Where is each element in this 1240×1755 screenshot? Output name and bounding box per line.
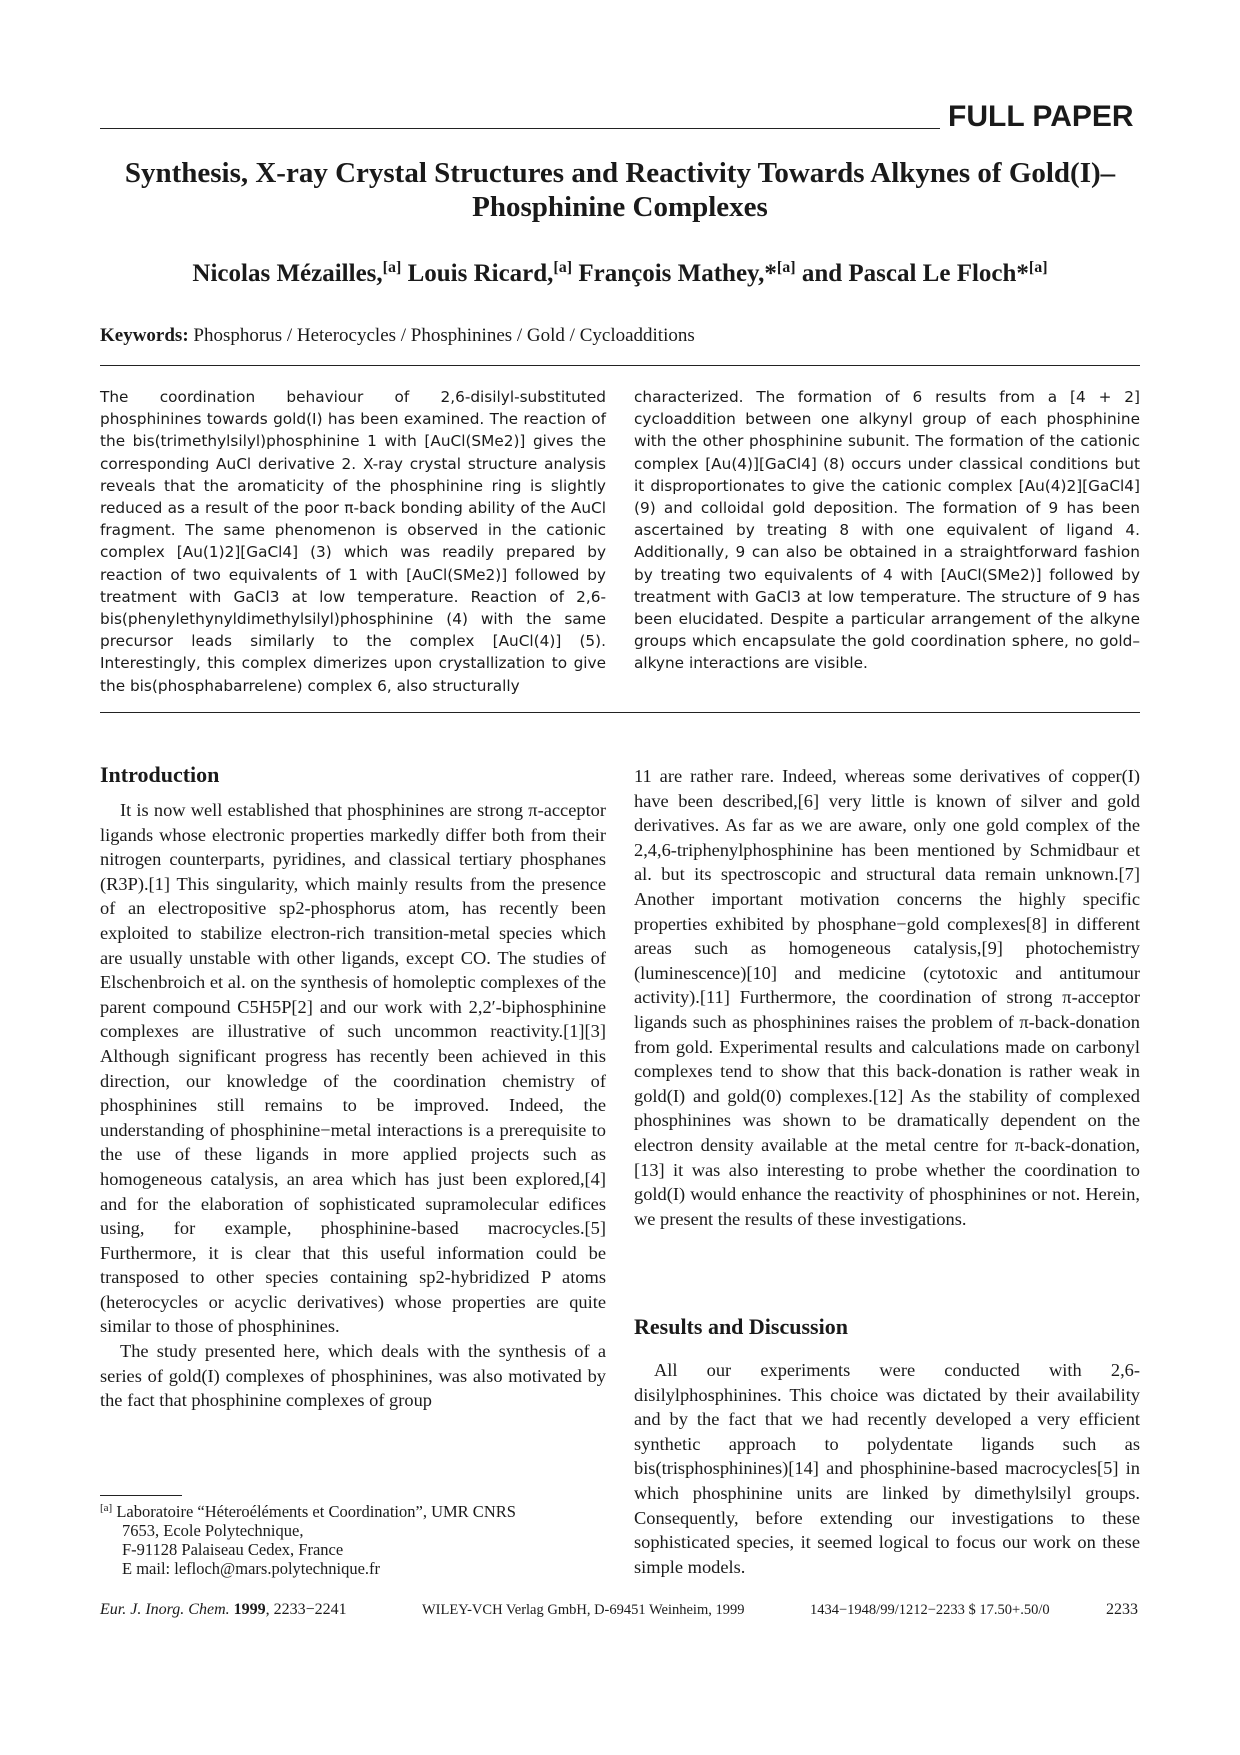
results-paragraph-1: All our experiments were conducted with 2,6-disilylphosphinines. This choice was dictated by their availability and by the fact that we had recently developed a very efficient synthetic approach to polydentate ligands such as bis(trisphosphinines)[14] and phosphinine-based macrocycles[5] in which phosphinine units are linked by dimethylsilyl groups. Consequently, before extending our investigations to these sophisticated species, it seemed logical to focus our work on these simple models. [634,1360,1140,1577]
paper-title: Synthesis, X-ray Crystal Structures and Reactivity Towards Alkynes of Gold(I)–Phosphinine Complexes [124,157,1116,223]
author-name: François Mathey,* [578,260,777,287]
footer-issn: 1434−1948/99/1212−2233 $ 17.50+.50/0 [810,1602,1050,1618]
abstract-right-column: characterized. The formation of 6 results from a [4 + 2] cycloaddition between one alkynyl group of each phosphinine with the other phosphinine subunit. The formation of the cationic complex [Au(4)][GaCl4] (8) occurs under classical conditions but it disproportionates to give the cationic complex [Au(4)2][GaCl4] (9) and colloidal gold deposition. The formation of 9 has been ascertained by treating 8 with one equivalent of ligand 4. Additionally, 9 can also be obtained in a straightforward fashion by treating two equivalents of 4 with [AuCl(SMe2)] followed by treatment with GaCl3 at low temperature. The structure of 9 has been elucidated. Despite a particular arrangement of the alkyne groups which encapsulate the gold coordination sphere, no gold–alkyne interactions are visible. [634,388,1140,673]
introduction-left-column [100,798,606,1413]
footnote-line: E mail: lefloch@mars.polytechnique.fr [122,1559,381,1578]
header-rule [100,128,940,129]
keywords [100,324,1140,348]
section-label: FULL PAPER [948,100,1134,133]
abstract-bottom-rule [100,712,1140,713]
author-affiliation-mark: [a] [1028,259,1048,276]
introduction-right-column [634,764,1140,1231]
author-name: Louis Ricard, [407,260,554,287]
footer-page-number: 2233 [1106,1601,1138,1618]
footnote-line: 7653, Ecole Polytechnique, [122,1521,304,1540]
introduction-paragraph-2: The study presented here, which deals with the synthesis of a series of gold(I) complexes of phosphinines, was also motivated by the fact that phosphinine complexes of group [100,1341,606,1411]
footer-citation [100,1600,347,1620]
results-heading: Results and Discussion [634,1314,848,1339]
affiliation-footnote [100,1502,606,1578]
introduction-heading: Introduction [100,762,220,787]
author-list [120,258,1120,290]
footnote-line: F-91128 Palaiseau Cedex, France [122,1540,344,1559]
introduction-paragraph-3: 11 are rather rare. Indeed, whereas some derivatives of copper(I) have been described,[6] very little is known of silver and gold derivatives. As far as we are aware, only one gold complex of the 2,4,6-triphenylphosphinine has been mentioned by Schmidbaur et al. but its spectroscopic and structural data remain unknown.[7] Another important motivation concerns the highly specific properties exhibited by phosphane−gold complexes[8] in different areas such as homogeneous catalysis,[9] photochemistry (luminescence)[10] and medicine (cytotoxic and antitumour activity).[11] Furthermore, the coordination of strong π-acceptor ligands such as phosphinines raises the problem of π-back-donation from gold. Experimental results and calculations made on carbonyl complexes tend to show that this back-donation is rather weak in gold(I) and gold(0) complexes.[12] As the stability of complexed phosphinines was shown to be dramatically dependent on the electron density available at the metal centre for π-back-donation,[13] it was also interesting to probe whether the coordination to gold(I) would enhance the reactivity of phosphinines or not. Herein, we present the results of these investigations. [634,766,1140,1229]
footnote-mark: [a] [100,1502,113,1514]
keywords-text: Phosphorus / Heterocycles / Phosphinines / Gold / Cycloadditions [193,325,695,346]
author-name: Nicolas Mézailles, [192,260,383,287]
footer-publisher: WILEY-VCH Verlag GmbH, D-69451 Weinheim, 1999 [422,1602,745,1618]
footer-year: 1999 [233,1601,266,1618]
keywords-label: Keywords: [100,325,189,346]
author-affiliation-mark: [a] [382,259,402,276]
abstract-left-column: The coordination behaviour of 2,6-disilyl-substituted phosphinines towards gold(I) has been examined. The reaction of the bis(trimethylsilyl)phosphinine 1 with [AuCl(SMe2)] gives the corresponding AuCl derivative 2. X-ray crystal structure analysis reveals that the aromaticity of the phosphinine ring is slightly reduced as a result of the poor π-back bonding ability of the AuCl fragment. The same phenomenon is observed in the cationic complex [Au(1)2][GaCl4] (3) which was readily prepared by reaction of two equivalents of 1 with [AuCl(SMe2)] followed by treatment with GaCl3 at low temperature. Reaction of 2,6-bis(phenylethynyldimethylsilyl)phosphinine (4) with the same precursor leads similarly to the complex [AuCl(4)] (5). Interestingly, this complex dimerizes upon crystallization to give the bis(phosphabarrelene) complex 6, also structurally [100,388,606,695]
introduction-paragraph-1: It is now well established that phosphinines are strong π-acceptor ligands whose electronic properties markedly differ both from their nitrogen counterparts, pyridines, and classical tertiary phosphanes (R3P).[1] This singularity, which mainly results from the presence of an electropositive sp2-phosphorus atom, has recently been exploited to stabilize electron-rich transition-metal species which are usually unstable with other ligands, except CO. The studies of Elschenbroich et al. on the synthesis of homoleptic complexes of the parent compound C5H5P[2] and our work with 2,2′-biphosphinine complexes are illustrative of such uncommon reactivity.[1][3] Although significant progress has recently been achieved in this direction, our knowledge of the coordination chemistry of phosphinines still remains to be improved. Indeed, the understanding of phosphinine−metal interactions is a prerequisite to the use of these ligands in more applied projects such as homogeneous catalysis, an area which has just been explored,[4] and for the elaboration of sophisticated supramolecular edifices using, for example, phosphinine-based macrocycles.[5] Furthermore, it is clear that this useful information could be transposed to other species containing sp2-hybridized P atoms (heterocycles or acyclic derivatives) whose properties are quite similar to those of phosphinines. [100,800,606,1337]
footer-pages: , 2233−2241 [265,1601,347,1618]
abstract-top-rule [100,365,1140,366]
footer-journal: Eur. J. Inorg. Chem. [100,1601,230,1618]
footnote-rule [100,1495,182,1496]
footnote-line: Laboratoire “Héteroéléments et Coordination”, UMR CNRS [116,1502,516,1521]
results-column [634,1358,1140,1579]
author-affiliation-mark: [a] [553,259,573,276]
author-name: and Pascal Le Floch* [801,260,1029,287]
author-affiliation-mark: [a] [776,259,796,276]
